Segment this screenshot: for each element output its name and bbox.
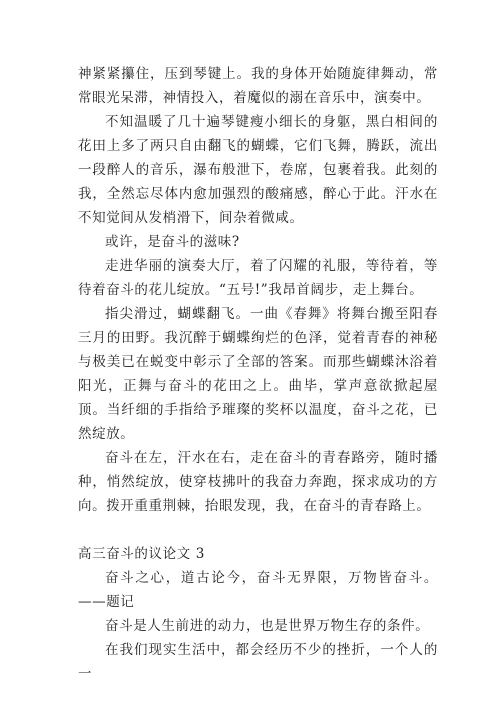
document-body bbox=[78, 62, 438, 686]
epigraph: 奋斗之心，道古论今，奋斗无界限，万物皆奋斗。——题记 bbox=[78, 570, 438, 610]
paragraph: 走进华丽的演奏大厅，着了闪耀的礼服，等待着，等待着奋斗的花儿绽放。“五号!”我昂首阔步，走上舞台。 bbox=[78, 258, 438, 298]
section-heading: 高三奋斗的议论文 3 bbox=[78, 546, 205, 562]
paragraph: 指尖滑过，蝴蝶翻飞。一曲《春舞》将舞台搬至阳春三月的田野。我沉醉于蝴蝶绚烂的色泽，觉着青春的神秘与极美已在蜕变中彰示了全部的答案。而那些蝴蝶沐浴着阳光，正舞与奋斗的花田之上。曲毕，掌声意欲掀起屋顶。当纤细的手指给予璀璨的奖杯以温度，奋斗之花，已然绽放。 bbox=[78, 306, 438, 442]
paragraph: 不知温暖了几十遍琴键瘦小细长的身躯，黑白相间的花田上多了两只自由翻飞的蝴蝶，它们飞舞，腾跃，流出一段醉人的音乐，瀑布般泄下，卷席，包裹着我。此刻的我，全然忘尽体内愈加强烈的酸痛感，醉心于此。汗水在不知觉间从发梢滑下，间杂着微咸。 bbox=[78, 114, 438, 226]
paragraph: 或许，是奋斗的滋味? bbox=[105, 234, 240, 250]
paragraph-continued: 神紧紧攥住，压到琴键上。我的身体开始随旋律舞动，常常眼光呆滞，神情投入，着魔似的溺在音乐中，演奏中。 bbox=[78, 66, 438, 106]
paragraph: 奋斗在左，汗水在右，走在奋斗的青春路旁，随时播种，悄然绽放，使穿枝拂叶的我奋力奔跑，探求成功的方向。拨开重重荆棘，抬眼发现，我，在奋斗的青春路上。 bbox=[78, 450, 438, 514]
paragraph: 在我们现实生活中，都会经历不少的挫折，一个人的一 bbox=[78, 642, 438, 682]
paragraph: 奋斗是人生前进的动力，也是世界万物生存的条件。 bbox=[105, 618, 430, 634]
